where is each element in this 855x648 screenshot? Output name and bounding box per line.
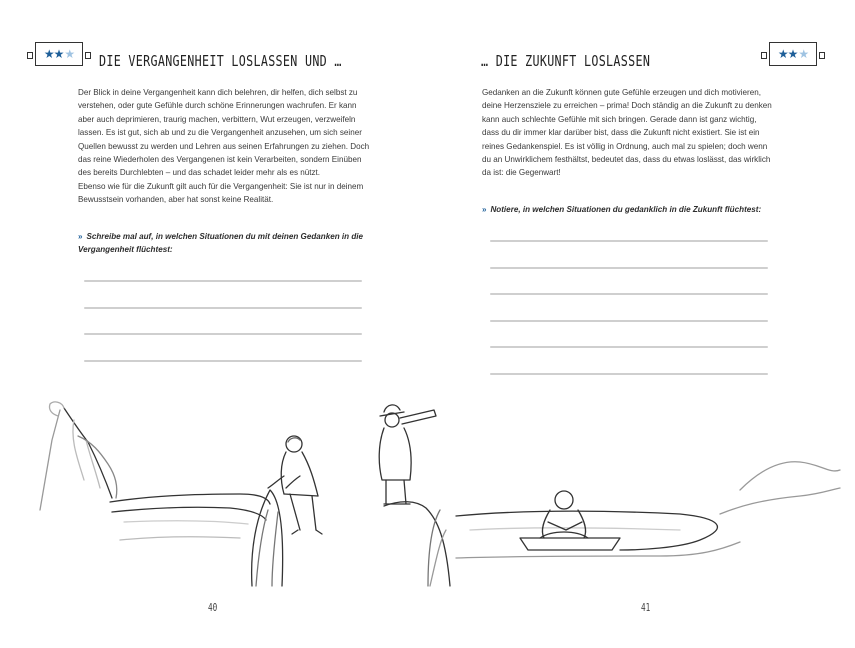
writing-line[interactable]: [490, 240, 768, 242]
star-filled-icon: ★★: [777, 47, 798, 61]
writing-line[interactable]: [490, 293, 768, 295]
body-text: [482, 86, 774, 180]
page-title: DIE VERGANGENHEIT LOSLASSEN UND …: [99, 52, 342, 70]
body-text: [78, 86, 370, 207]
arrow-icon: »: [78, 232, 83, 241]
left-arch: [252, 490, 283, 586]
star-empty-icon: ★: [798, 47, 809, 61]
writing-line[interactable]: [490, 373, 768, 375]
left-shore: [110, 494, 270, 540]
star-filled-icon: ★★: [43, 47, 64, 61]
writing-line[interactable]: [490, 320, 768, 322]
writing-line[interactable]: [490, 346, 768, 348]
writing-line[interactable]: [84, 280, 362, 282]
arrow-icon: »: [482, 205, 487, 214]
center-arch: [384, 502, 450, 586]
writing-lines[interactable]: [84, 280, 362, 386]
right-water: [456, 462, 840, 558]
writing-prompt: [482, 203, 802, 216]
difficulty-badge: [761, 42, 825, 68]
writing-prompt: [78, 230, 368, 257]
prompt-text: Schreibe mal auf, in welchen Situationen du mit deinen Gedanken in die Vergangenheit flüchtest:: [78, 232, 364, 255]
volcano-drawing: [40, 402, 117, 510]
writing-line[interactable]: [490, 267, 768, 269]
page-number: 40: [207, 601, 218, 614]
spyglass-man-drawing: [379, 405, 436, 504]
prompt-text: Notiere, in welchen Situationen du gedanklich in die Zukunft flüchtest:: [490, 205, 762, 214]
pushing-man-drawing: [268, 436, 322, 534]
paragraph: Gedanken an die Zukunft können gute Gefühle erzeugen und dich motivieren, deine Herzensziele zu erreichen – prima! Doch ständig an die Zukunft zu denken kann auch schlechte Gefühle mit sich bringen. Gerade dann ist ganz wichtig, dass du dir immer klar darüber bist, dass die Zukunft nicht existiert. Sie ist ein reines Gedankenspiel. Es ist völlig in Ordnung, auch mal zu spielen; doch wenn du an Unwirklichem festhältst, bedeutet das, dass du etwas loslässt, das wirklich da ist: die Gegenwart!: [482, 88, 772, 178]
writing-line[interactable]: [84, 307, 362, 309]
writing-lines[interactable]: [490, 240, 768, 400]
page-title: … DIE ZUKUNFT LOSLASSEN: [481, 52, 651, 70]
star-empty-icon: ★: [64, 47, 75, 61]
paragraph: Der Blick in deine Vergangenheit kann dich belehren, dir helfen, dich selbst zu verstehen, oder gute Gefühle durch schöne Erinnerungen wachrufen. Er kann aber auch deprimieren, traurig machen, verbittern, Wut erzeugen, verzweifeln lassen. Es ist gut, sich ab und zu die Vergangenheit anzusehen, um sich seiner Quellen bewusst zu werden und Lehren aus seinen Erfahrungen zu ziehen. Doch das reine Wiederholen des Vergangenen ist kein Verarbeiten, sondern Einüben des bereits Durchlebten – und das schadet leider mehr als es nützt.: [78, 88, 370, 178]
writing-line[interactable]: [84, 333, 362, 335]
illustration: [0, 380, 855, 590]
difficulty-badge: [27, 42, 91, 68]
paragraph: Ebenso wie für die Zukunft gilt auch für die Vergangenheit: Sie ist nur in deinem Bewusstsein vorhanden, aber hat sonst keine Realität.: [78, 181, 364, 205]
meditating-figure-drawing: [520, 491, 620, 550]
writing-line[interactable]: [84, 360, 362, 362]
page-number: 41: [640, 601, 651, 614]
